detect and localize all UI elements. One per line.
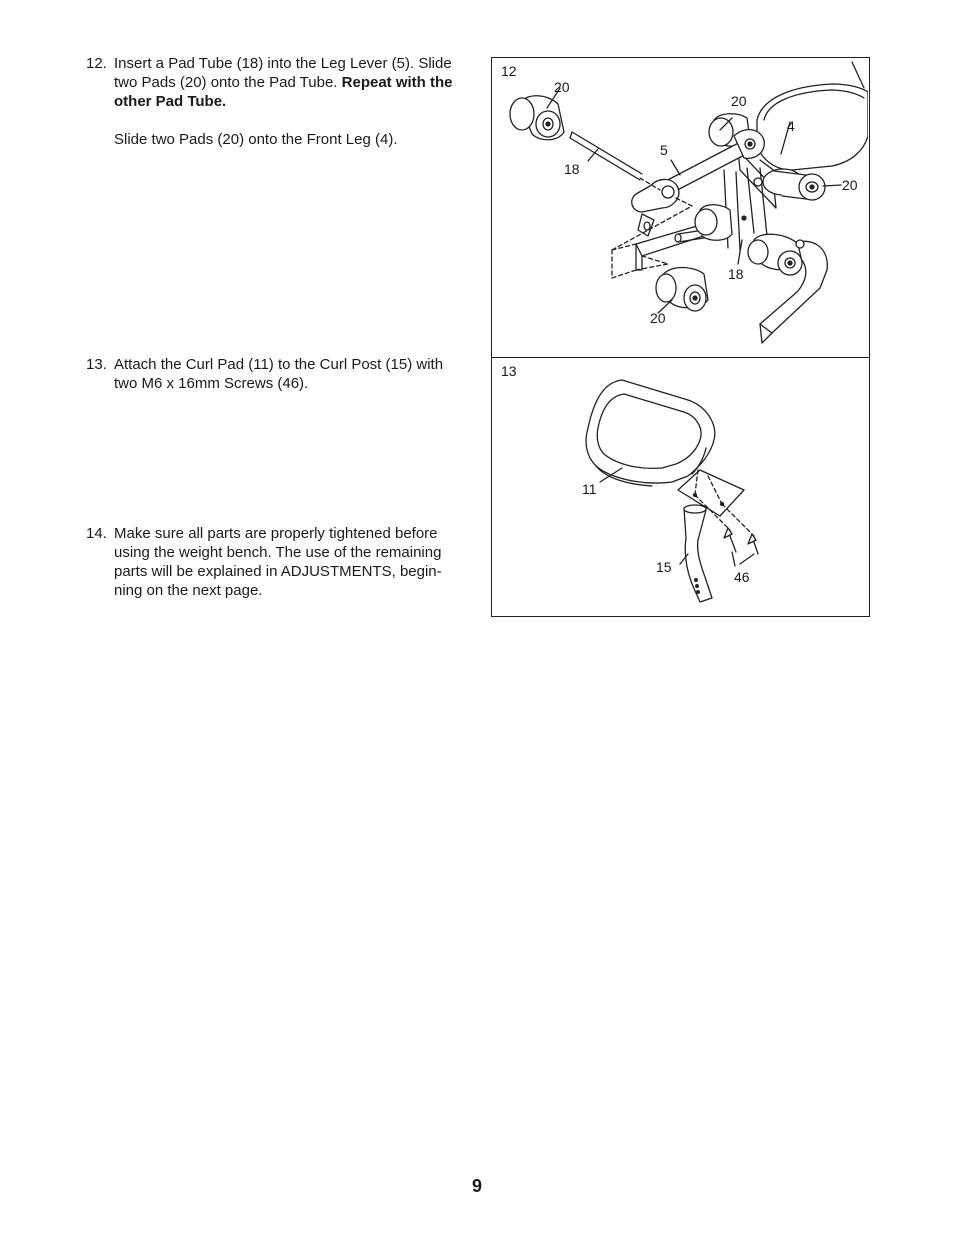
figure-12	[491, 57, 870, 359]
callout-pad-20: 20	[842, 177, 858, 193]
step-12	[86, 54, 466, 149]
curl-pad-assembly-illustration	[492, 358, 868, 615]
step-12-text: Insert a Pad Tube (18) into the Leg Lever (5). Slide two Pads (20) onto the Pad Tube.	[114, 55, 452, 91]
callout-curl-pad-11: 11	[582, 481, 597, 497]
step-number: 14.	[86, 525, 107, 542]
page-number: 9	[471, 1176, 482, 1196]
leg-lever-assembly-illustration	[492, 58, 868, 357]
step-14-text: Make sure all parts are properly tightened before using the weight bench. The use of the remaining parts will be explained in ADJUSTMENTS, begin-ning on the next page.	[114, 525, 442, 599]
step-14	[86, 524, 466, 600]
figure-number: 12	[501, 63, 517, 79]
figure-13	[491, 357, 870, 617]
callout-pad-tube-18: 18	[564, 161, 580, 177]
step-12-repeat-note: Repeat with the other Pad Tube.	[114, 74, 453, 110]
callout-front-leg-4: 4	[787, 118, 795, 134]
callout-pad-20: 20	[554, 79, 570, 95]
step-12-instruction	[114, 54, 466, 111]
step-number: 12.	[86, 55, 107, 72]
callout-pad-20: 20	[731, 93, 747, 109]
step-12-front-leg-text: Slide two Pads (20) onto the Front Leg (4).	[114, 131, 398, 148]
callout-curl-post-15: 15	[656, 559, 672, 575]
callout-pad-20: 20	[650, 310, 666, 326]
callout-leg-lever-5: 5	[660, 142, 668, 158]
step-number: 13.	[86, 356, 107, 373]
step-13-text: Attach the Curl Pad (11) to the Curl Post (15) with two M6 x 16mm Screws (46).	[114, 356, 444, 392]
step-13	[86, 355, 466, 393]
callout-pad-tube-18: 18	[728, 266, 744, 282]
figure-number: 13	[501, 363, 517, 379]
callout-screws-46: 46	[734, 569, 750, 585]
